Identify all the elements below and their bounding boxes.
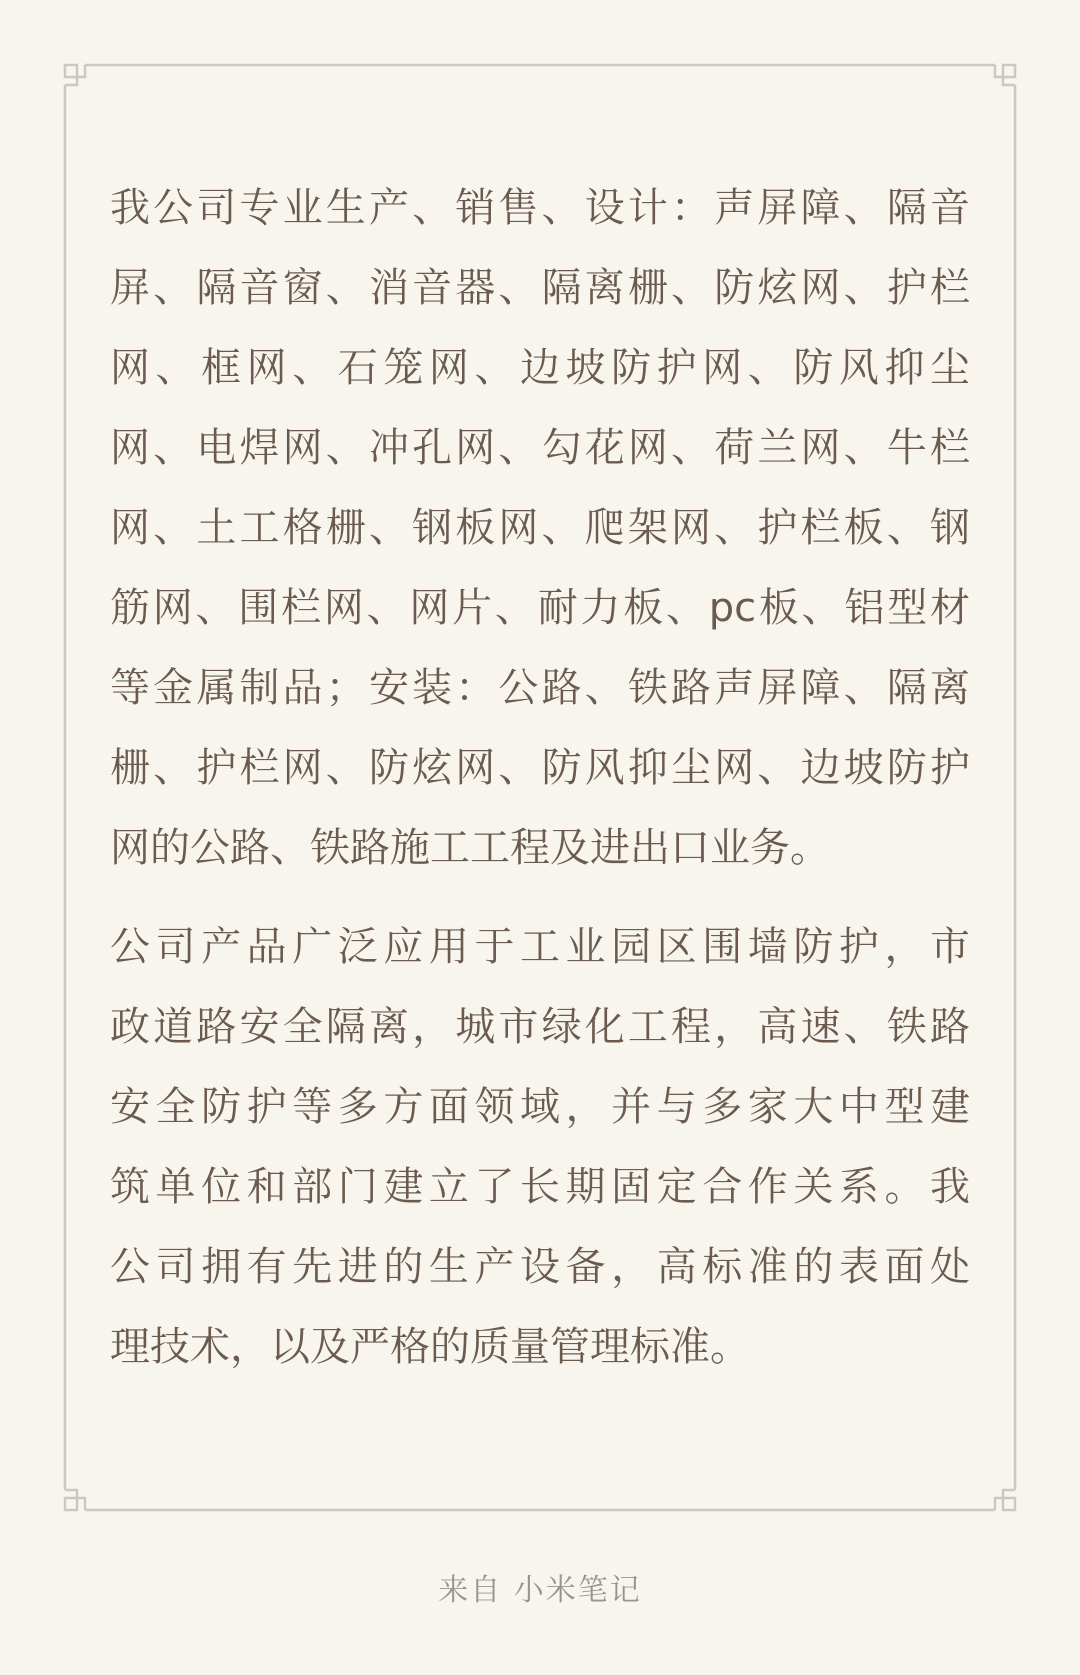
text-line: 屏、隔音窗、消音器、隔离栅、防炫网、护栏 xyxy=(110,265,970,311)
text-line: 安全防护等多方面领域，并与多家大中型建 xyxy=(110,1084,970,1130)
text-line: 网、框网、石笼网、边坡防护网、防风抑尘 xyxy=(110,345,970,391)
text-line: 网、土工格栅、钢板网、爬架网、护栏板、钢 xyxy=(110,505,970,551)
paragraph-products xyxy=(110,168,970,888)
text-line: 筋网、围栏网、网片、耐力板、pc板、铝型材 xyxy=(110,585,970,631)
text-line: 筑单位和部门建立了长期固定合作关系。我 xyxy=(110,1164,970,1210)
text-line: 政道路安全隔离，城市绿化工程，高速、铁路 xyxy=(110,1004,970,1050)
text-line: 公司产品广泛应用于工业园区围墙防护，市 xyxy=(110,924,970,970)
text-line: 公司拥有先进的生产设备，高标准的表面处 xyxy=(110,1244,970,1290)
text-line: 网、电焊网、冲孔网、勾花网、荷兰网、牛栏 xyxy=(110,425,970,471)
text-line: 栅、护栏网、防炫网、防风抑尘网、边坡防护 xyxy=(110,745,970,791)
paragraph-applications xyxy=(110,907,970,1387)
text-line: 网的公路、铁路施工工程及进出口业务。 xyxy=(110,825,830,871)
text-line: 等金属制品；安装：公路、铁路声屏障、隔离 xyxy=(110,665,970,711)
source-footer: 来自 小米笔记 xyxy=(438,1573,642,1608)
text-line: 理技术，以及严格的质量管理标准。 xyxy=(110,1324,750,1370)
text-line: 我公司专业生产、销售、设计：声屏障、隔音 xyxy=(110,185,970,231)
